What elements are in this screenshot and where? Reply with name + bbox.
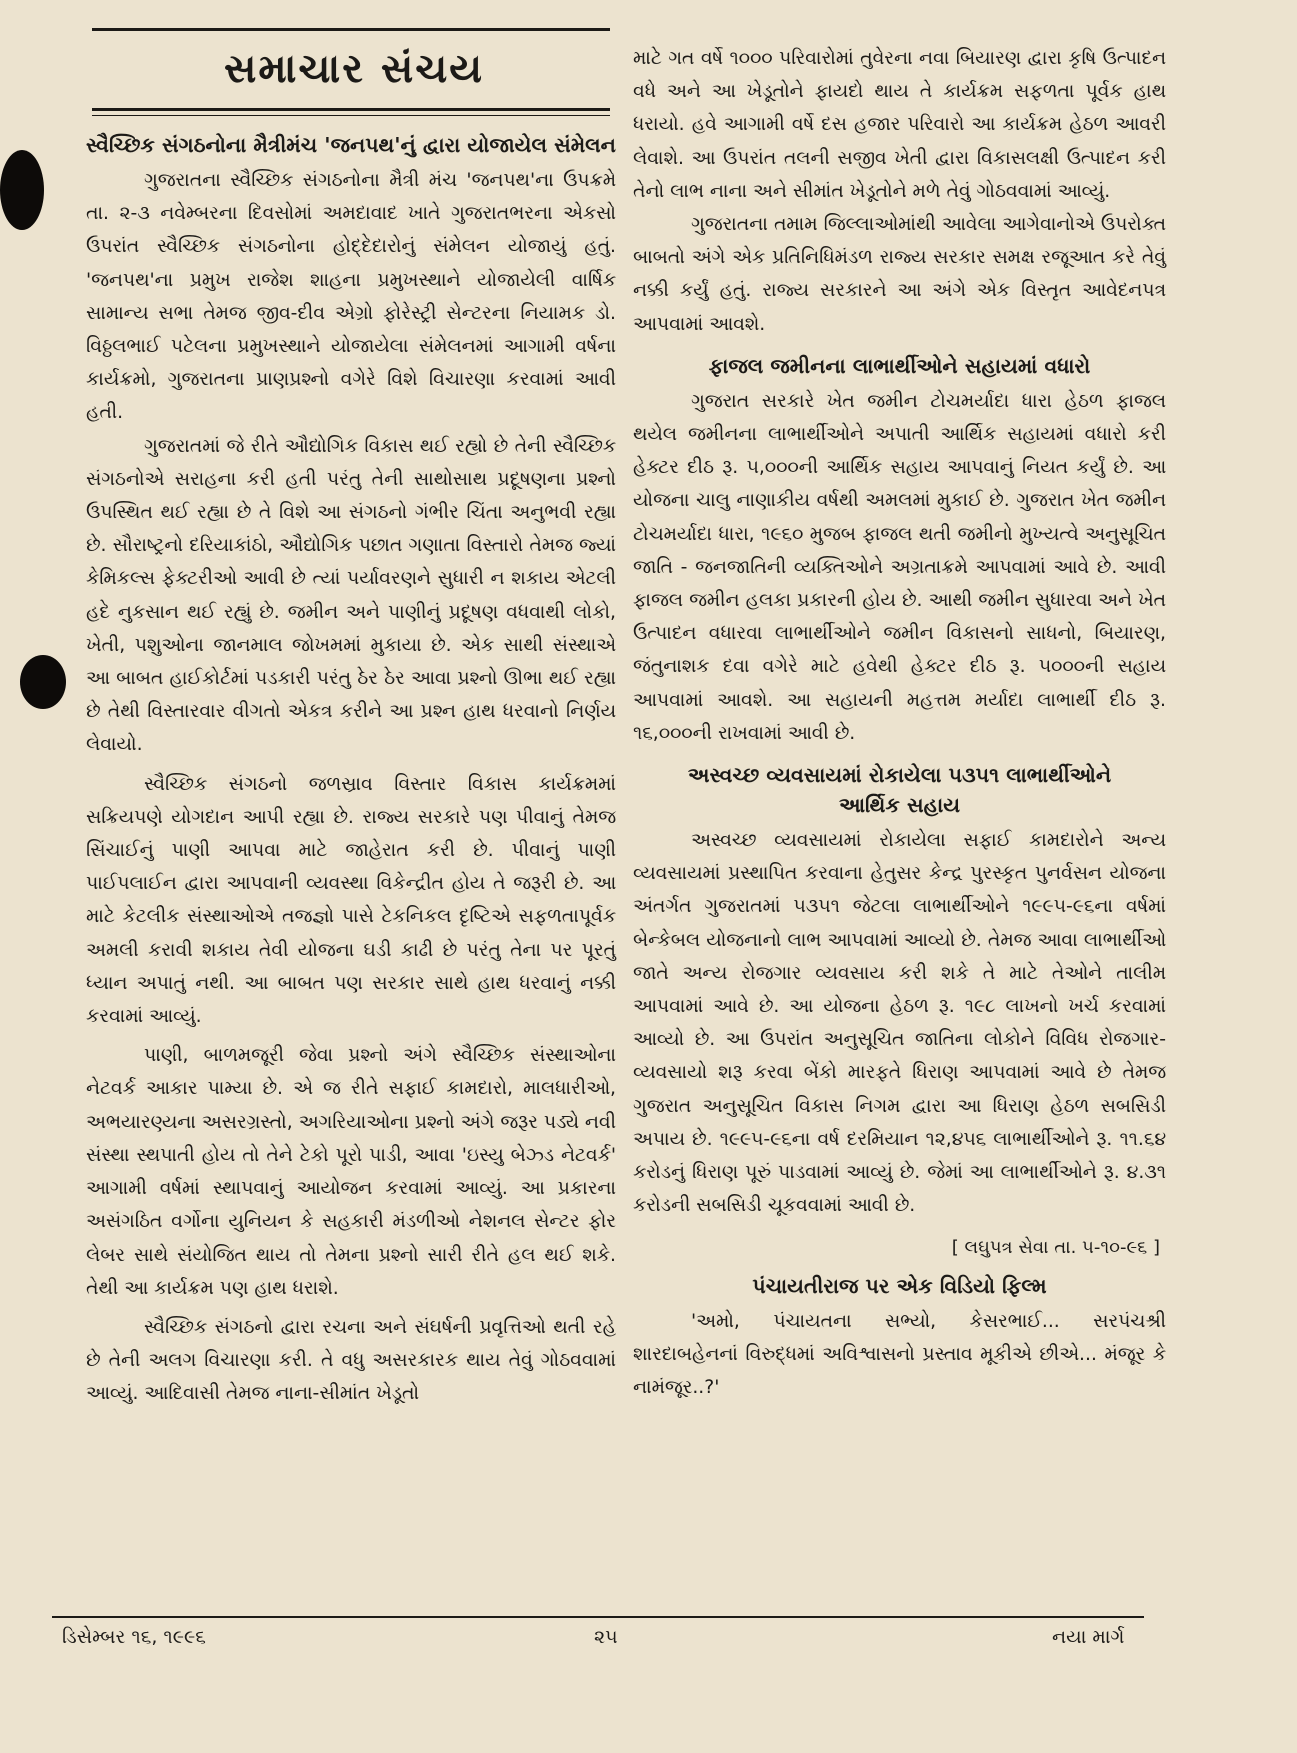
article-paragraph: ગુજરાત સરકારે ખેત જમીન ટોચમર્યાદા ધારા હેઠળ ફાજલ થયેલ જમીનના લાભાર્થીઓને અપાતી આર્થિક સહાયમાં વધારો કરી હેક્ટર દીઠ રૂ. ૫,૦૦૦ની આર્થિક સહાય આપવાનું નિયત કર્યું છે. આ યોજના ચાલુ નાણાકીય વર્ષથી અમલમાં મુકાઈ છે. ગુજરાત ખેત જમીન ટોચમર્યાદા ધારા, ૧૯૬૦ મુજબ ફાજલ થતી જમીનો મુખ્યત્વે અનુસૂચિત જાતિ - જનજાતિની વ્યક્તિઓને અગ્રતાક્રમે આપવામાં આવે છે. આવી ફાજલ જમીન હલકા પ્રકારની હોય છે. આથી જમીન સુધારવા અને ખેત ઉત્પાદન વધારવા લાભાર્થીઓને જમીન વિકાસનો સાધનો, બિયારણ, જંતુનાશક દવા વગેરે માટે હવેથી હેક્ટર દીઠ રૂ. ૫૦૦૦ની સહાય આપવામાં આવશે. આ સહાયની મહત્તમ મર્યાદા લાભાર્થી દીઠ રૂ. ૧૬,૦૦૦ની રાખવામાં આવી છે. — [633, 390, 1166, 744]
article-paragraph: ગુજરાતમાં જે રીતે ઔદ્યોગિક વિકાસ થઈ રહ્યો છે તેની સ્વૈચ્છિક સંગઠનોએ સરાહના કરી હતી પરંતુ તેની સાથોસાથ પ્રદૂષણના પ્રશ્નો ઉપસ્થિત થઈ રહ્યા છે તે વિશે આ સંગઠનો ગંભીર ચિંતા અનુભવી રહ્યા છે. સૌરાષ્ટ્રનો દરિયાકાંઠો, ઔદ્યોગિક પછાત ગણાતા વિસ્તારો તેમજ જ્યાં કેમિકલ્સ ફેક્ટરીઓ આવી છે ત્યાં પર્યાવરણને સુધારી ન શકાય એટલી હદે નુકસાન થઈ રહ્યું છે. જમીન અને પાણીનું પ્રદૂષણ વધવાથી લોકો, ખેતી, પશુઓના જાનમાલ જોખમમાં મુકાયા છે. એક સાથી સંસ્થાએ આ બાબત હાઈકોર્ટમાં પડકારી પરંતુ ઠેર ઠેર આવા પ્રશ્નો ઊભા થઈ રહ્યા છે તેથી વિસ્તારવાર વીગતો એકત્ર કરીને આ પ્રશ્ન હાથ ધરવાનો નિર્ણય લેવાયો. — [86, 435, 616, 756]
article-paragraph: ગુજરાતના તમામ જિલ્લાઓમાંથી આવેલા આગેવાનોએ ઉપરોક્ત બાબતો અંગે એક પ્રતિનિધિમંડળ રાજ્ય સરકાર સમક્ષ રજૂઆત કરે તેવું નક્કી કર્યું હતું. રાજ્ય સરકારને આ અંગે એક વિસ્તૃત આવેદનપત્ર આપવામાં આવશે. — [633, 214, 1166, 335]
article-paragraph: પાણી, બાળમજૂરી જેવા પ્રશ્નો અંગે સ્વૈચ્છિક સંસ્થાઓના નેટવર્ક આકાર પામ્યા છે. એ જ રીતે સફાઈ કામદારો, માલધારીઓ, અભયારણ્યના અસરગ્રસ્તો, અગરિયાઓના પ્રશ્નો અંગે જરૂર પડ્યે નવી સંસ્થા સ્થપાતી હોય તો તેને ટેકો પૂરો પાડી, આવા 'ઇસ્યુ બેઝ્ડ નેટવર્ક' આગામી વર્ષમાં સ્થાપવાનું આયોજન કરવામાં આવ્યું. આ પ્રકારના અસંગઠિત વર્ગોના યુનિયન કે સહકારી મંડળીઓ નેશનલ સેન્ટર ફોર લેબર સાથે સંયોજિત થાય તો તેમના પ્રશ્નો સારી રીતે હલ થઈ શકે. તેથી આ કાર્યક્રમ પણ હાથ ધરાશે. — [86, 1045, 616, 1299]
masthead-rule — [92, 108, 610, 116]
left-column — [86, 28, 616, 1411]
article-paragraph: ગુજરાતના સ્વૈચ્છિક સંગઠનોના મૈત્રી મંચ 'જનપથ'ના ઉપક્રમે તા. ૨-૩ નવેમ્બરના દિવસોમાં અમદાવાદ ખાતે ગુજરાતભરના એકસો ઉપરાંત સ્વૈચ્છિક સંગઠનોના હોદ્દેદારોનું સંમેલન યોજાયું હતું. 'જનપથ'ના પ્રમુખ રાજેશ શાહના પ્રમુખસ્થાને યોજાયેલી વાર્ષિક સામાન્ય સભા તેમજ જીવ-દીવ એગ્રો ફોરેસ્ટ્રી સેન્ટરના નિયામક ડો. વિઠ્ઠલભાઈ પટેલના પ્રમુખસ્થાને યોજાયેલા સંમેલનમાં આગામી વર્ષના કાર્યક્રમો, ગુજરાતના પ્રાણપ્રશ્નો વગેરે વિશે વિચારણા કરવામાં આવી હતી. — [86, 170, 616, 424]
article-paragraph: સ્વૈચ્છિક સંગઠનો દ્વારા રચના અને સંઘર્ષની પ્રવૃત્તિઓ થતી રહે છે તેની અલગ વિચારણા કરી. તે વધુ અસરકારક થાય તેવું ગોઠવવામાં આવ્યું. આદિવાસી તેમજ નાના-સીમાંત ખેડૂતો — [86, 1316, 616, 1405]
article-headline: પંચાયતીરાજ પર એક વિડિયો ફિલ્મ — [752, 1273, 1047, 1298]
right-column — [633, 42, 1166, 1404]
article-headline: ફાજલ જમીનના લાભાર્થીઓને સહાયમાં વધારો — [708, 353, 1091, 378]
ink-stain — [20, 655, 66, 709]
article-paragraph: માટે ગત વર્ષે ૧૦૦૦ પરિવારોમાં તુવેરના નવા બિયારણ દ્વારા કૃષિ ઉત્પાદન વધે અને આ ખેડૂતોને ફાયદો થાય તે કાર્યક્રમ સફળતા પૂર્વક હાથ ધરાયો. હવે આગામી વર્ષે દસ હજાર પરિવારો આ કાર્યક્રમ હેઠળ આવરી લેવાશે. આ ઉપરાંત તલની સજીવ ખેતી દ્વારા વિકાસલક્ષી ઉત્પાદન કરી તેનો લાભ નાના અને સીમાંત ખેડૂતોને મળે તેવું ગોઠવવામાં આવ્યું. — [633, 48, 1166, 202]
masthead-title: સમાચાર સંચય — [223, 45, 484, 92]
article-paragraph: સ્વૈચ્છિક સંગઠનો જળસ્રાવ વિસ્તાર વિકાસ કાર્યક્રમમાં સક્રિયપણે યોગદાન આપી રહ્યા છે. રાજ્ય સરકારે પણ પીવાનું તેમજ સિંચાઈનું પાણી આપવા માટે જાહેરાત કરી છે. પીવાનું પાણી પાઈપલાઈન દ્વારા આપવાની વ્યવસ્થા વિકેન્દ્રીત હોય તે જરૂરી છે. આ માટે કેટલીક સંસ્થાઓએ તજજ્ઞો પાસે ટેકનિકલ દૃષ્ટિએ સફળતાપૂર્વક અમલી કરાવી શકાય તેવી યોજના ઘડી કાઢી છે પરંતુ તેના પર પૂરતું ધ્યાન અપાતું નથી. આ બાબત પણ સરકાર સાથે હાથ ધરવાનું નક્કી કરવામાં આવ્યું. — [86, 773, 616, 1028]
article-paragraph: 'અમો, પંચાયતના સભ્યો, કેસરભાઈ... સરપંચશ્રી શારદાબહેનનાં વિરુદ્ધમાં અવિશ્વાસનો પ્રસ્તાવ મૂકીએ છીએ... મંજૂર કે નામંજૂર..?' — [633, 1310, 1166, 1398]
footer-date: ડિસેમ્બર ૧૬, ૧૯૯૬ — [62, 1626, 206, 1648]
article-paragraph: અસ્વચ્છ વ્યવસાયમાં રોકાયેલા સફાઈ કામદારોને અન્ય વ્યવસાયમાં પ્રસ્થાપિત કરવાના હેતુસર કેન્દ્ર પુરસ્કૃત પુનર્વસન યોજના અંતર્ગત ગુજરાતમાં ૫૩૫૧ જેટલા લાભાર્થીઓને ૧૯૯૫-૯૬ના વર્ષમાં બેન્કેબલ યોજનાનો લાભ આપવામાં આવ્યો છે. તેમજ આવા લાભાર્થીઓ જાતે અન્ય રોજગાર વ્યવસાય કરી શકે તે માટે તેઓને તાલીમ આપવામાં આવે છે. આ યોજના હેઠળ રૂ. ૧૯૮ લાખનો ખર્ચ કરવામાં આવ્યો છે. આ ઉપરાંત અનુસૂચિત જાતિના લોકોને વિવિધ રોજગાર-વ્યવસાયો શરૂ કરવા બેંકો મારફતે ધિરાણ આપવામાં આવે છે તેમજ ગુજરાત અનુસૂચિત વિકાસ નિગમ દ્વારા આ ધિરાણ હેઠળ સબસિડી અપાય છે. ૧૯૯૫-૯૬ના વર્ષ દરમિયાન ૧૨,૪૫૬ લાભાર્થીઓને રૂ. ૧૧.૬૪ કરોડનું ધિરાણ પૂરું પાડવામાં આવ્યું છે. જેમાં આ લાભાર્થીઓને રૂ. ૪.૩૧ કરોડની સબસિડી ચૂકવવામાં આવી છે. — [633, 830, 1166, 1217]
footer-rule — [52, 1616, 1144, 1618]
ink-stain — [0, 150, 44, 230]
page-number: ૨૫ — [594, 1626, 618, 1648]
masthead-rule — [92, 28, 610, 31]
source-credit: [ લઘુપત્ર સેવા તા. ૫-૧૦-૯૬ ] — [951, 1236, 1160, 1258]
article-headline: સ્વૈચ્છિક સંગઠનોના મૈત્રીમંચ 'જનપથ'નું દ્વારા યોજાયેલ સંમેલન — [86, 133, 616, 157]
article-headline: અસ્વચ્છ વ્યવસાયમાં રોકાયેલા ૫૩૫૧ લાભાર્થીઓને આર્થિક સહાય — [687, 763, 1112, 818]
publication-name: નયા માર્ગ — [1052, 1626, 1125, 1648]
